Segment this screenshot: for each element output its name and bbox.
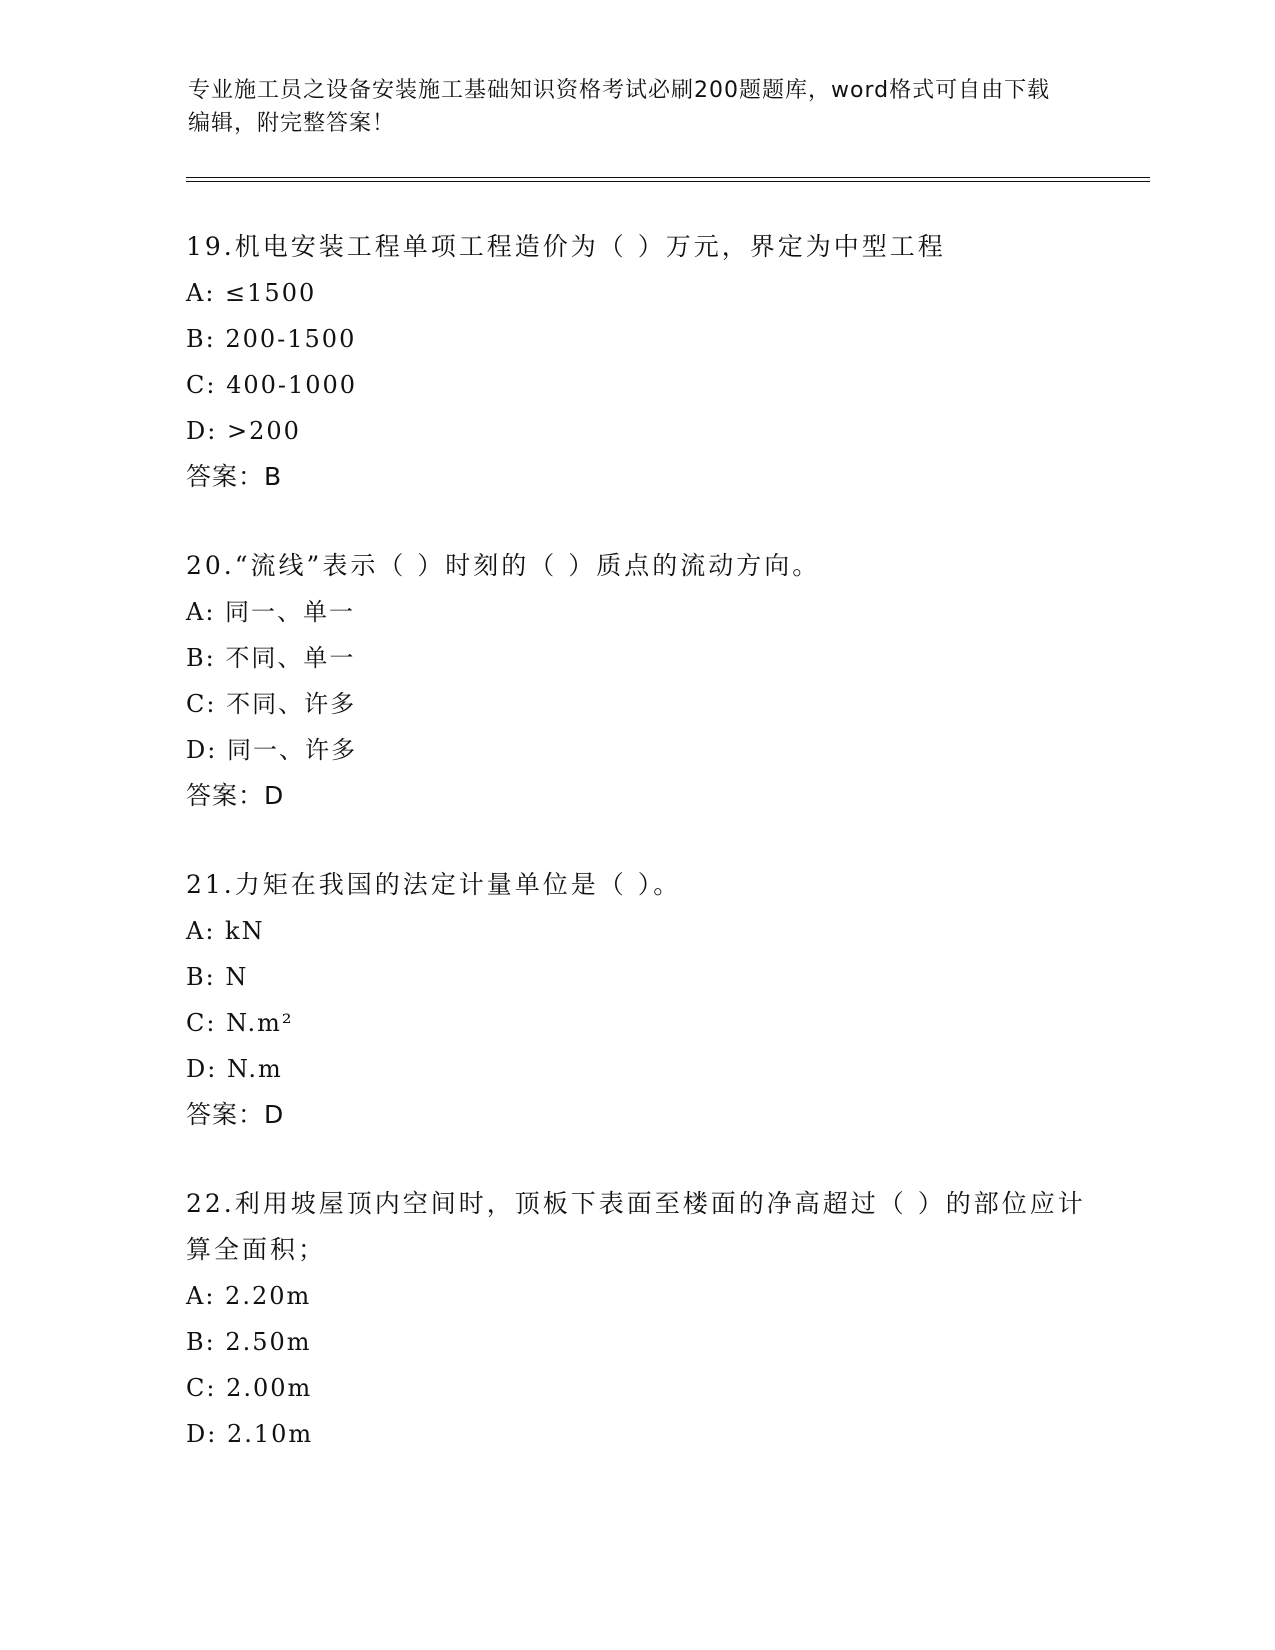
question-stem: 19.机电安装工程单项工程造价为（ ）万元，界定为中型工程 <box>186 232 946 261</box>
option-b: B: 不同、单一 <box>186 644 356 672</box>
question-22 <box>186 1181 1086 1457</box>
option-b: B: N <box>186 963 249 991</box>
document-header-title: 专业施工员之设备安装施工基础知识资格考试必刷200题题库，word格式可自由下载编辑，附完整答案！ <box>188 78 1051 136</box>
option-c: C: N.m² <box>186 1009 294 1037</box>
option-a: A: kN <box>186 917 265 945</box>
option-d: D: 同一、许多 <box>186 736 357 764</box>
question-stem: 21.力矩在我国的法定计量单位是（ ）。 <box>186 870 682 899</box>
option-d: D: 2.10m <box>186 1420 314 1448</box>
option-d: D: N.m <box>186 1055 283 1083</box>
option-c: C: 不同、许多 <box>186 690 357 718</box>
option-a: A: 2.20m <box>186 1282 312 1310</box>
answer-label: 答案：D <box>186 1100 285 1129</box>
question-19 <box>186 224 1086 500</box>
question-21 <box>186 862 1086 1138</box>
question-stem: 20.“流线”表示（ ）时刻的（ ）质点的流动方向。 <box>186 551 821 580</box>
option-b: B: 200-1500 <box>186 325 357 353</box>
option-a: A: ≤1500 <box>186 279 317 307</box>
question-stem: 22.利用坡屋顶内空间时，顶板下表面至楼面的净高超过（ ）的部位应计算全面积； <box>186 1189 1086 1264</box>
answer-label: 答案：D <box>186 781 285 810</box>
option-a: A: 同一、单一 <box>186 598 356 626</box>
header-divider <box>186 177 1150 182</box>
option-c: C: 2.00m <box>186 1374 313 1402</box>
option-b: B: 2.50m <box>186 1328 312 1356</box>
option-d: D: >200 <box>186 417 301 445</box>
question-20 <box>186 543 1086 819</box>
answer-label: 答案：B <box>186 462 283 491</box>
option-c: C: 400-1000 <box>186 371 358 399</box>
